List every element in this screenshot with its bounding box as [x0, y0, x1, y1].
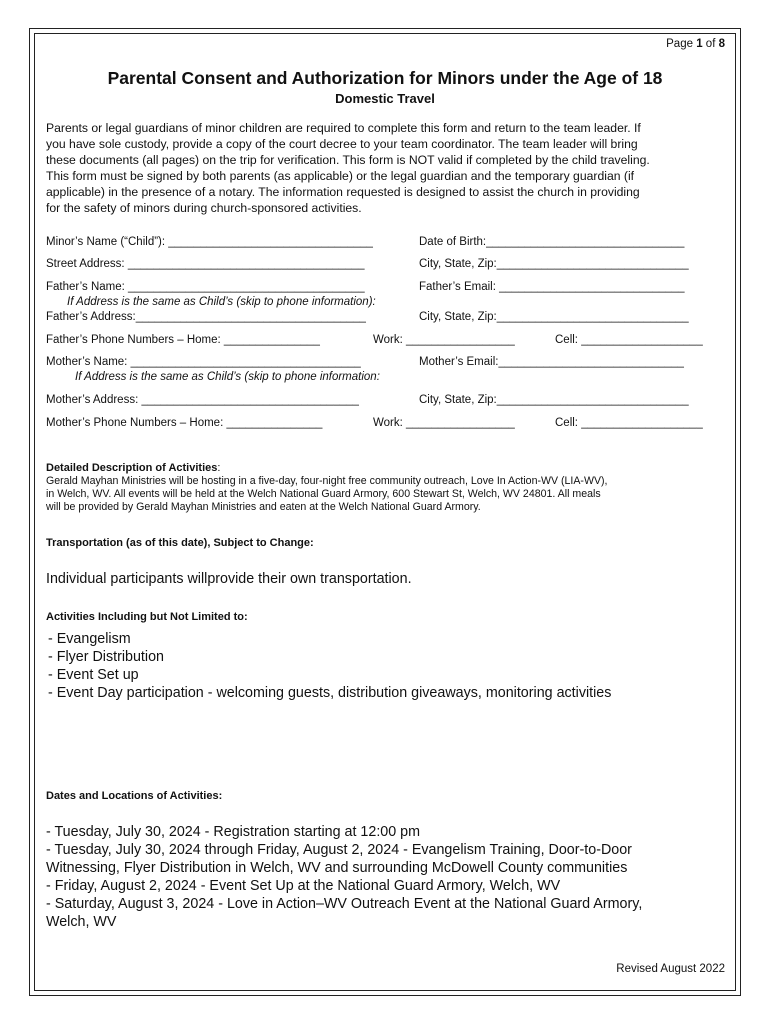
- father-email-field[interactable]: Father’s Email: _____________________________: [419, 281, 685, 293]
- date-line: Witnessing, Flyer Distribution in Welch, WV and surrounding McDowell County communities: [46, 860, 628, 876]
- mother-phone-cell-field[interactable]: Cell: ___________________: [555, 417, 703, 429]
- intro-line: Parents or legal guardians of minor children are required to complete this form and return to the team leader. If: [46, 121, 641, 135]
- activity-item: - Evangelism: [48, 631, 131, 647]
- intro-line: for the safety of minors during church-sponsored activities.: [46, 201, 362, 215]
- father-address-note: If Address is the same as Child’s (skip to phone information):: [67, 296, 376, 308]
- father-phone-cell-field[interactable]: Cell: ___________________: [555, 334, 703, 346]
- minor-name-field[interactable]: Minor’s Name (“Child”): ________________________________: [46, 236, 373, 248]
- revised-date: Revised August 2022: [616, 963, 725, 975]
- date-line: - Friday, August 2, 2024 - Event Set Up at the National Guard Armory, Welch, WV: [46, 878, 561, 894]
- activity-item: - Event Day participation - welcoming guests, distribution giveaways, monitoring activities: [48, 685, 612, 701]
- mother-address-field[interactable]: Mother’s Address: __________________________________: [46, 394, 359, 406]
- father-address-field[interactable]: Father’s Address:____________________________________: [46, 311, 366, 323]
- mother-phone-home-field[interactable]: Mother’s Phone Numbers – Home: _______________: [46, 417, 323, 429]
- form-title: Parental Consent and Authorization for Minors under the Age of 18: [107, 68, 663, 88]
- transportation-text[interactable]: Individual participants willprovide their own transportation.: [46, 571, 412, 587]
- activity-item: - Flyer Distribution: [48, 649, 164, 665]
- date-line: - Tuesday, July 30, 2024 - Registration starting at 12:00 pm: [46, 824, 421, 840]
- page-number: [666, 38, 725, 50]
- description-text: [46, 475, 608, 514]
- mother-email-field[interactable]: Mother’s Email:_____________________________: [419, 356, 684, 368]
- description-line: in Welch, WV. All events will be held at the Welch National Guard Armory, 600 Stewart St, Welch, WV 24801. All meals: [46, 488, 601, 500]
- street-address-field[interactable]: Street Address: _____________________________________: [46, 258, 365, 270]
- activity-item: - Event Set up: [48, 667, 139, 683]
- father-phone-work-field[interactable]: Work: _________________: [373, 334, 515, 346]
- date-line: Welch, WV: [46, 914, 117, 930]
- intro-paragraph: [46, 120, 730, 216]
- description-heading: Detailed Description of Activities:: [46, 462, 221, 474]
- description-line: will be provided by Gerald Mayhan Ministries and eaten at the Welch National Guard Armory.: [46, 501, 481, 513]
- city-state-zip-field[interactable]: City, State, Zip:______________________________: [419, 258, 689, 270]
- page-label: Page: [666, 38, 693, 50]
- dates-list[interactable]: [46, 823, 642, 931]
- form-subtitle: Domestic Travel: [335, 91, 435, 106]
- mother-city-state-zip-field[interactable]: City, State, Zip:______________________________: [419, 394, 689, 406]
- mother-phone-work-field[interactable]: Work: _________________: [373, 417, 515, 429]
- intro-line: This form must be signed by both parents (as applicable) or the legal guardian and the temporary guardian (if: [46, 169, 635, 183]
- activities-heading: Activities Including but Not Limited to:: [46, 611, 248, 623]
- transportation-heading: Transportation (as of this date), Subject to Change:: [46, 537, 314, 549]
- page-of: of: [705, 38, 716, 50]
- activities-list[interactable]: [48, 630, 611, 702]
- dob-field[interactable]: Date of Birth:_______________________________: [419, 236, 685, 248]
- date-line: - Saturday, August 3, 2024 - Love in Action–WV Outreach Event at the National Guard Armory,: [46, 896, 643, 912]
- page-total: 8: [718, 38, 725, 50]
- father-city-state-zip-field[interactable]: City, State, Zip:______________________________: [419, 311, 689, 323]
- intro-line: applicable) in the presence of a notary. The information requested is designed to assist the church in providing: [46, 185, 640, 199]
- father-name-field[interactable]: Father’s Name: _____________________________________: [46, 281, 365, 293]
- mother-address-note: If Address is the same as Child’s (skip to phone information:: [75, 371, 380, 383]
- dates-heading: Dates and Locations of Activities:: [46, 790, 223, 802]
- date-line: - Tuesday, July 30, 2024 through Friday, August 2, 2024 - Evangelism Training, Door-to-Door: [46, 842, 632, 858]
- page-current: 1: [696, 38, 703, 50]
- father-phone-home-field[interactable]: Father’s Phone Numbers – Home: _______________: [46, 334, 320, 346]
- intro-line: these documents (all pages) on the trip for verification. This form is NOT valid if completed by the child traveling.: [46, 153, 650, 167]
- mother-name-field[interactable]: Mother’s Name: ____________________________________: [46, 356, 361, 368]
- description-line: Gerald Mayhan Ministries will be hosting in a five-day, four-night free community outreach, Love In Action-WV (LIA-WV),: [46, 475, 608, 487]
- intro-line: you have sole custody, provide a copy of the court decree to your team coordinator. The team leader will bring: [46, 137, 638, 151]
